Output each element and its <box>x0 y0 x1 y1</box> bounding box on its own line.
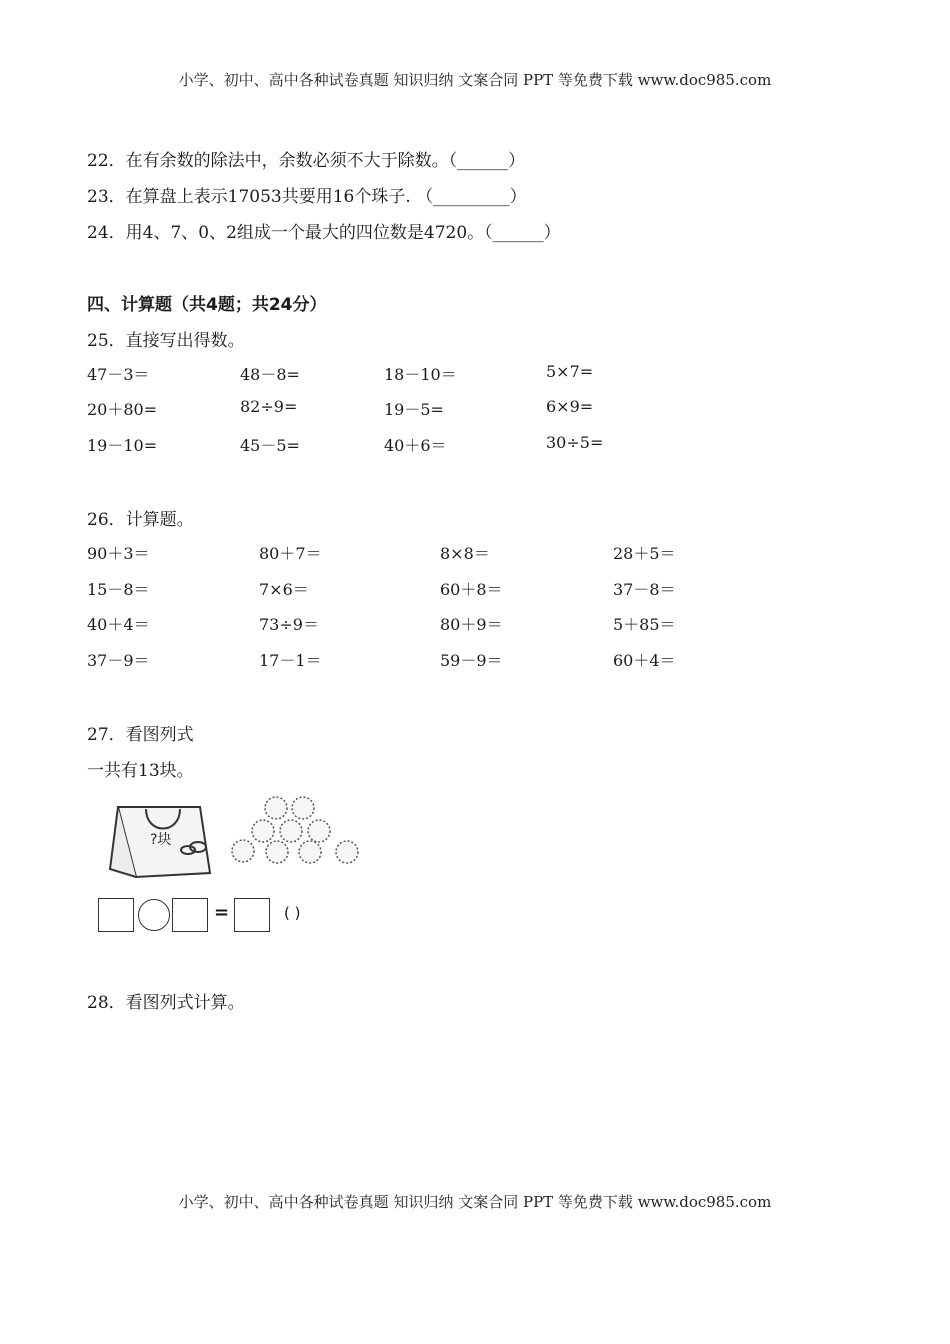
operator-circle[interactable] <box>138 899 170 931</box>
q26-cell: 90＋3＝ <box>87 544 150 563</box>
q26-cell: 5＋85＝ <box>613 615 676 634</box>
q26-cell: 60＋4＝ <box>613 651 676 670</box>
q25-cell: 40＋6＝ <box>384 436 447 455</box>
question-27-title: 27．看图列式 <box>87 725 194 745</box>
section-heading-calculation: 四、计算题（共4题；共24分） <box>87 295 327 315</box>
q25-cell: 30÷5= <box>546 433 604 452</box>
cookie-icon <box>280 820 302 842</box>
q26-cell: 40＋4＝ <box>87 615 150 634</box>
q25-cell: 47－3＝ <box>87 365 150 384</box>
cookie-icon <box>299 841 321 863</box>
cookie-bag-illustration <box>100 795 370 885</box>
q26-cell: 80＋7＝ <box>259 544 322 563</box>
q26-cell: 17－1＝ <box>259 651 322 670</box>
q25-cell: 48－8= <box>240 365 300 384</box>
q26-cell: 60＋8＝ <box>440 580 503 599</box>
q26-cell: 7×6＝ <box>259 580 309 599</box>
question-27-subtitle: 一共有13块。 <box>87 761 194 781</box>
question-26-title: 26．计算题。 <box>87 510 194 530</box>
answer-box-2[interactable] <box>172 898 208 932</box>
q25-cell: 19－5= <box>384 400 444 419</box>
q25-cell: 19－10= <box>87 436 158 455</box>
page-footer: 小学、初中、高中各种试卷真题 知识归纳 文案合同 PPT 等免费下载 www.doc985.com <box>178 1193 772 1211</box>
cookie-icon <box>265 797 287 819</box>
q25-cell: 20＋80= <box>87 400 158 419</box>
answer-box-3[interactable] <box>234 898 270 932</box>
q26-cell: 37－8＝ <box>613 580 676 599</box>
cookies <box>232 797 358 863</box>
cookie-icon <box>266 841 288 863</box>
answer-box-1[interactable] <box>98 898 134 932</box>
unit-parentheses: ( ) <box>284 904 301 922</box>
q25-cell: 45－5= <box>240 436 300 455</box>
question-28-title: 28．看图列式计算。 <box>87 993 245 1013</box>
q26-cell: 8×8＝ <box>440 544 490 563</box>
q26-cell: 59－9＝ <box>440 651 503 670</box>
q25-cell: 5×7= <box>546 362 594 381</box>
bag-and-cookies-figure <box>100 795 370 885</box>
cookie-icon <box>292 797 314 819</box>
q26-cell: 28＋5＝ <box>613 544 676 563</box>
question-23: 23．在算盘上表示17053共要用16个珠子. （_________） <box>87 187 527 207</box>
question-25-title: 25．直接写出得数。 <box>87 331 245 351</box>
page-header: 小学、初中、高中各种试卷真题 知识归纳 文案合同 PPT 等免费下载 www.doc985.com <box>178 71 772 89</box>
q26-cell: 37－9＝ <box>87 651 150 670</box>
equals-sign: = <box>214 902 230 923</box>
q26-cell: 80＋9＝ <box>440 615 503 634</box>
cookie-icon <box>252 820 274 842</box>
q25-cell: 82÷9= <box>240 397 298 416</box>
cookie-icon <box>232 840 254 862</box>
bag-label: ?块 <box>150 832 172 848</box>
q25-cell: 18－10＝ <box>384 365 457 384</box>
q26-cell: 15－8＝ <box>87 580 150 599</box>
q25-cell: 6×9= <box>546 397 594 416</box>
cookie-icon <box>336 841 358 863</box>
equation-row <box>96 896 366 934</box>
question-22: 22．在有余数的除法中，余数必须不大于除数。（______） <box>87 151 526 171</box>
q26-cell: 73÷9＝ <box>259 615 319 634</box>
cookie-icon <box>308 820 330 842</box>
question-24: 24．用4、7、0、2组成一个最大的四位数是4720。（______） <box>87 223 561 243</box>
